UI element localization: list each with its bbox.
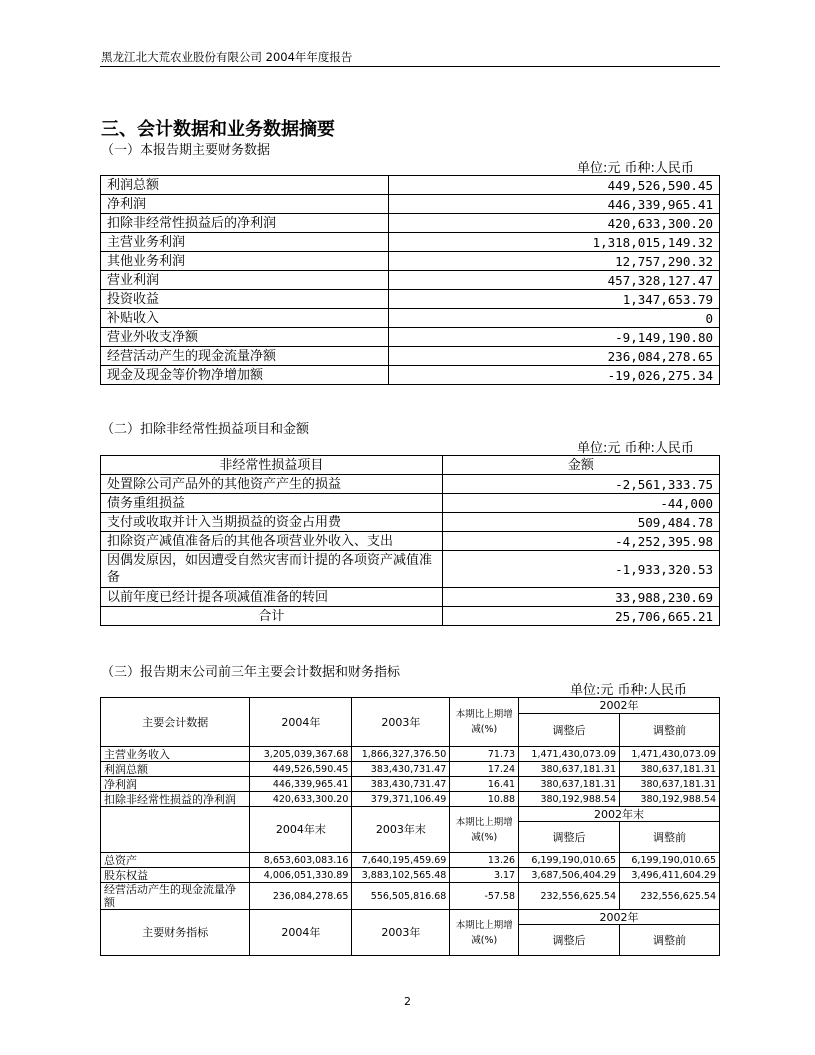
report-header: 黑龙江北大荒农业股份有限公司 2004年年度报告 xyxy=(101,50,353,64)
group-col-2002: 2002年 xyxy=(519,910,720,925)
row-value: 1,318,015,149.32 xyxy=(388,233,719,252)
row-change: 71.73 xyxy=(450,747,519,762)
row-adjusted-before: 6,199,190,010.65 xyxy=(620,853,720,868)
row-value: -2,561,333.75 xyxy=(442,475,719,494)
group1-col-2003: 2003年 xyxy=(352,698,450,747)
row-value: 457,328,127.47 xyxy=(388,271,719,290)
row-value-2003: 3,883,102,565.48 xyxy=(352,868,450,883)
table-row xyxy=(101,271,720,290)
table-row xyxy=(101,233,720,252)
group1-col-change: 本期比上期增减(%) xyxy=(450,698,519,747)
row-value-2003: 556,505,816.68 xyxy=(352,883,450,910)
section2-subtitle: （二）扣除非经常性损益项目和金额 xyxy=(101,422,310,437)
group-col-2003: 2003年末 xyxy=(352,807,450,853)
row-label: 扣除资产减值准备后的其他各项营业外收入、支出 xyxy=(101,532,443,551)
table-row xyxy=(101,792,720,807)
table-row xyxy=(101,494,720,513)
empty-head-cell xyxy=(101,807,250,853)
section1-unit: 单位:元 币种:人民币 xyxy=(577,161,694,176)
row-adjusted-after: 380,637,181.31 xyxy=(519,777,620,792)
section1-subtitle: （一）本报告期主要财务数据 xyxy=(101,143,271,158)
row-label: 主营业务收入 xyxy=(101,747,250,762)
page-title: 三、会计数据和业务数据摘要 xyxy=(101,119,335,140)
row-adjusted-before: 380,637,181.31 xyxy=(620,762,720,777)
row-label: 投资收益 xyxy=(101,290,389,309)
col-header-item: 非经常性损益项目 xyxy=(101,456,443,475)
table-row xyxy=(101,747,720,762)
row-value: 420,633,300.20 xyxy=(388,214,719,233)
row-value: 33,988,230.69 xyxy=(442,588,719,607)
row-label: 因偶发原因，如因遭受自然灾害而计提的各项资产减值准备 xyxy=(101,551,443,588)
group-col-adjusted-before: 调整前 xyxy=(620,925,720,956)
group-col-change: 本期比上期增减(%) xyxy=(450,807,519,853)
row-label: 现金及现金等价物净增加额 xyxy=(101,366,389,385)
row-label: 营业外收支净额 xyxy=(101,328,389,347)
row-label: 处置除公司产品外的其他资产产生的损益 xyxy=(101,475,443,494)
row-label: 利润总额 xyxy=(101,176,389,195)
group-col-adjusted-after: 调整后 xyxy=(519,925,620,956)
row-label: 扣除非经常性损益的净利润 xyxy=(101,792,250,807)
page-number: 2 xyxy=(404,995,411,1008)
table-row xyxy=(101,176,720,195)
row-value: 509,484.78 xyxy=(442,513,719,532)
section3-subtitle: （三）报告期末公司前三年主要会计数据和财务指标 xyxy=(101,665,401,680)
row-adjusted-before: 380,192,988.54 xyxy=(620,792,720,807)
table-row xyxy=(101,777,720,792)
row-label: 经营活动产生的现金流量净额 xyxy=(101,883,250,910)
row-value: 12,757,290.32 xyxy=(388,252,719,271)
row-value: -1,933,320.53 xyxy=(442,551,719,588)
total-value: 25,706,665.21 xyxy=(442,607,719,626)
table-row xyxy=(101,252,720,271)
group-header-row xyxy=(101,807,720,822)
row-value: 446,339,965.41 xyxy=(388,195,719,214)
group-col-2002: 2002年末 xyxy=(519,807,720,822)
row-value: 236,084,278.65 xyxy=(388,347,719,366)
table-row xyxy=(101,513,720,532)
row-value: -4,252,395.98 xyxy=(442,532,719,551)
row-value-2004: 446,339,965.41 xyxy=(250,777,352,792)
section1-table xyxy=(100,175,720,385)
row-adjusted-after: 380,637,181.31 xyxy=(519,762,620,777)
row-adjusted-after: 380,192,988.54 xyxy=(519,792,620,807)
row-value-2003: 379,371,106.49 xyxy=(352,792,450,807)
group1-col-adjusted-after: 调整后 xyxy=(519,714,620,747)
row-value: -9,149,190.80 xyxy=(388,328,719,347)
group-col-2003: 2003年 xyxy=(352,910,450,956)
header-rule xyxy=(100,66,720,67)
row-value-2003: 383,430,731.47 xyxy=(352,762,450,777)
row-change: 10.88 xyxy=(450,792,519,807)
section2-unit: 单位:元 币种:人民币 xyxy=(577,441,694,456)
row-value: 0 xyxy=(388,309,719,328)
row-value-2004: 236,084,278.65 xyxy=(250,883,352,910)
row-label: 以前年度已经计提各项减值准备的转回 xyxy=(101,588,443,607)
row-label: 补贴收入 xyxy=(101,309,389,328)
group-col-2004: 2004年 xyxy=(250,910,352,956)
row-adjusted-after: 3,687,506,404.29 xyxy=(519,868,620,883)
col-header-amount: 金额 xyxy=(442,456,719,475)
table-row xyxy=(101,883,720,910)
row-change: 13.26 xyxy=(450,853,519,868)
table-row xyxy=(101,762,720,777)
table-header-row xyxy=(101,456,720,475)
group-col-2004: 2004年末 xyxy=(250,807,352,853)
row-value-2004: 3,205,039,367.68 xyxy=(250,747,352,762)
row-adjusted-after: 1,471,430,073.09 xyxy=(519,747,620,762)
table-row xyxy=(101,309,720,328)
row-label: 主营业务利润 xyxy=(101,233,389,252)
table-row xyxy=(101,195,720,214)
row-value-2003: 383,430,731.47 xyxy=(352,777,450,792)
row-adjusted-before: 232,556,625.54 xyxy=(620,883,720,910)
group1-header-row xyxy=(101,698,720,714)
row-label: 净利润 xyxy=(101,777,250,792)
section2-table xyxy=(100,455,720,626)
row-change: 3.17 xyxy=(450,868,519,883)
row-adjusted-before: 380,637,181.31 xyxy=(620,777,720,792)
table-row xyxy=(101,475,720,494)
total-row xyxy=(101,607,720,626)
group1-col-2002: 2002年 xyxy=(519,698,720,714)
row-label: 总资产 xyxy=(101,853,250,868)
row-change: 16.41 xyxy=(450,777,519,792)
row-value-2004: 8,653,603,083.16 xyxy=(250,853,352,868)
group-header-row xyxy=(101,910,720,925)
row-value-2004: 4,006,051,330.89 xyxy=(250,868,352,883)
group-head-label: 主要财务指标 xyxy=(101,910,250,956)
row-value: 449,526,590.45 xyxy=(388,176,719,195)
row-label: 扣除非经常性损益后的净利润 xyxy=(101,214,389,233)
row-value-2003: 7,640,195,459.69 xyxy=(352,853,450,868)
row-label: 利润总额 xyxy=(101,762,250,777)
table-row xyxy=(101,366,720,385)
row-value: -44,000 xyxy=(442,494,719,513)
table-row xyxy=(101,532,720,551)
row-adjusted-after: 232,556,625.54 xyxy=(519,883,620,910)
section3-table xyxy=(100,697,720,956)
row-adjusted-before: 1,471,430,073.09 xyxy=(620,747,720,762)
row-value-2004: 449,526,590.45 xyxy=(250,762,352,777)
table-row xyxy=(101,214,720,233)
group1-col-adjusted-before: 调整前 xyxy=(620,714,720,747)
table-row xyxy=(101,551,720,588)
table-row xyxy=(101,290,720,309)
row-change: 17.24 xyxy=(450,762,519,777)
total-label: 合计 xyxy=(101,607,443,626)
row-label: 股东权益 xyxy=(101,868,250,883)
row-label: 营业利润 xyxy=(101,271,389,290)
row-label: 净利润 xyxy=(101,195,389,214)
group1-col-2004: 2004年 xyxy=(250,698,352,747)
row-label: 其他业务利润 xyxy=(101,252,389,271)
group-col-change: 本期比上期增减(%) xyxy=(450,910,519,956)
table-row xyxy=(101,868,720,883)
group-col-adjusted-after: 调整后 xyxy=(519,822,620,853)
row-value-2004: 420,633,300.20 xyxy=(250,792,352,807)
row-value: -19,026,275.34 xyxy=(388,366,719,385)
group1-head-label: 主要会计数据 xyxy=(101,698,250,747)
table-row xyxy=(101,328,720,347)
row-label: 经营活动产生的现金流量净额 xyxy=(101,347,389,366)
row-adjusted-after: 6,199,190,010.65 xyxy=(519,853,620,868)
row-change: -57.58 xyxy=(450,883,519,910)
table-row xyxy=(101,588,720,607)
row-adjusted-before: 3,496,411,604.29 xyxy=(620,868,720,883)
row-value-2003: 1,866,327,376.50 xyxy=(352,747,450,762)
section3-unit: 单位:元 币种:人民币 xyxy=(570,683,687,698)
row-value: 1,347,653.79 xyxy=(388,290,719,309)
row-label: 支付或收取并计入当期损益的资金占用费 xyxy=(101,513,443,532)
table-row xyxy=(101,347,720,366)
row-label: 债务重组损益 xyxy=(101,494,443,513)
group-col-adjusted-before: 调整前 xyxy=(620,822,720,853)
table-row xyxy=(101,853,720,868)
